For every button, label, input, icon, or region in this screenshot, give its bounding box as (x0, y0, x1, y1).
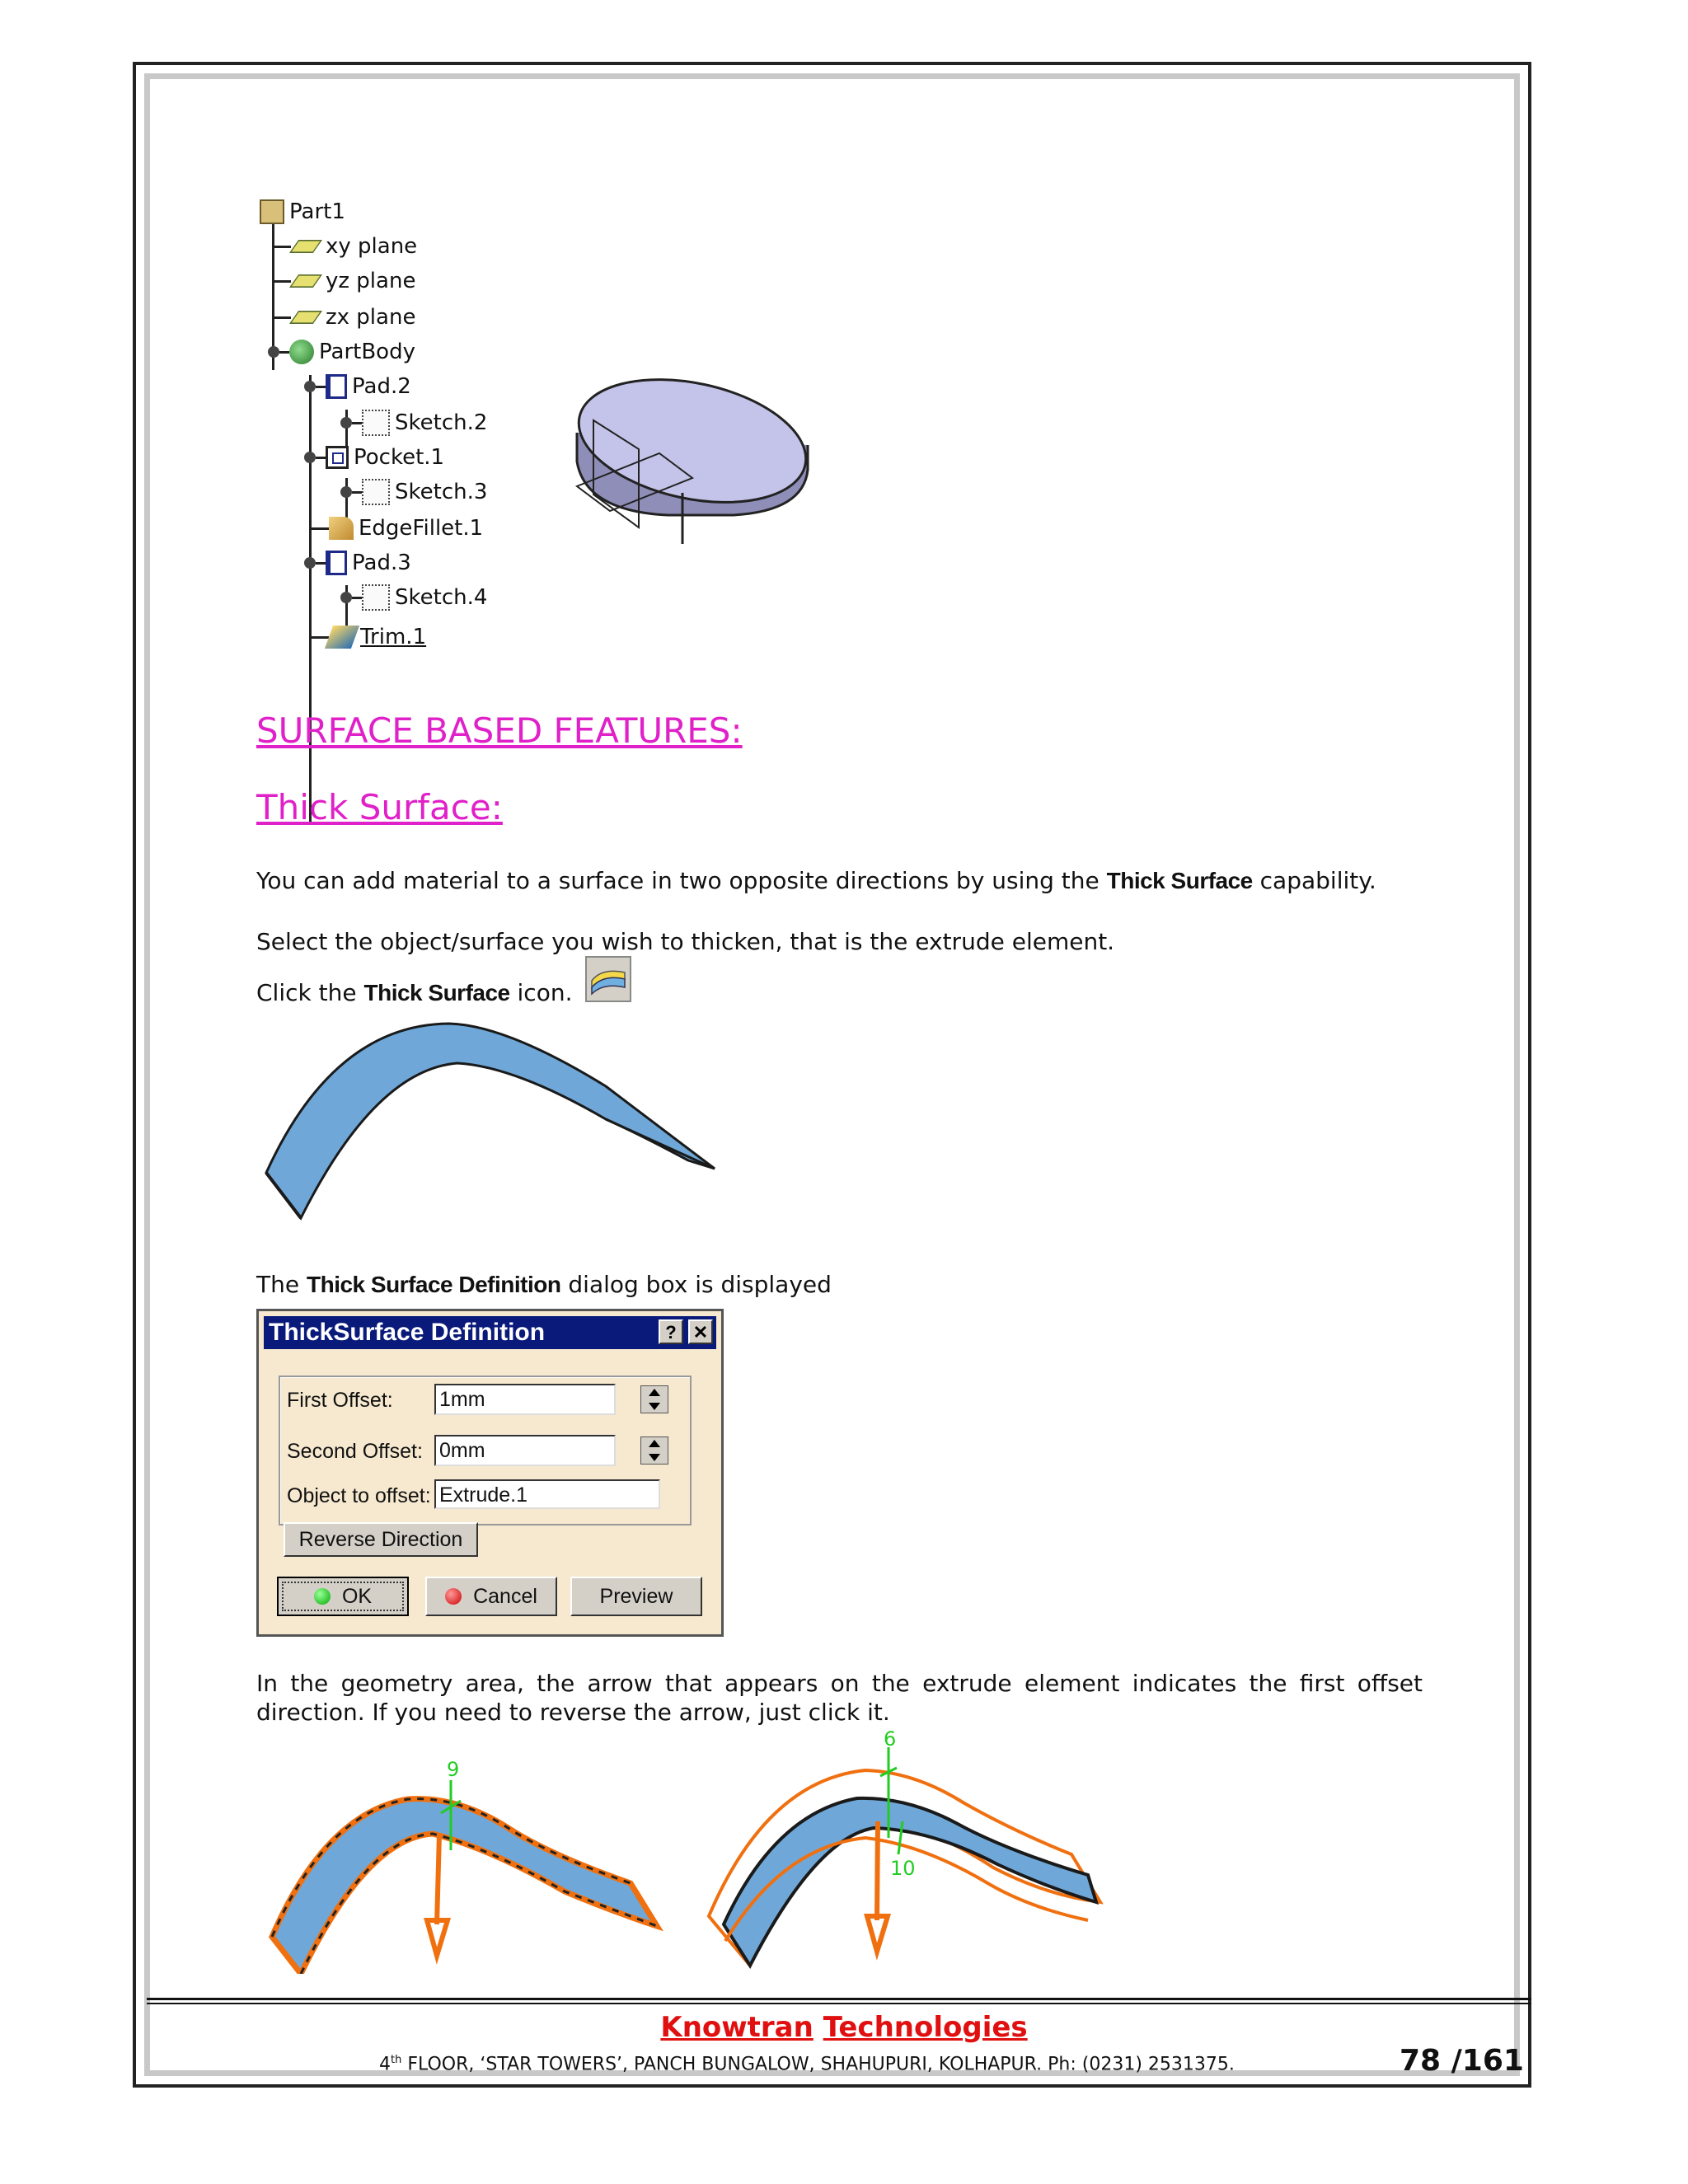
text-run: capability. (1252, 867, 1376, 894)
tree-item-trim1[interactable] (309, 621, 426, 654)
tree-line (309, 527, 329, 530)
tree-item-label: Pad.2 (352, 374, 411, 399)
thick-surface-definition-dialog (256, 1309, 724, 1637)
dialog-title-bar[interactable] (264, 1316, 716, 1349)
company-name-part: Technologies (823, 2011, 1028, 2044)
tree-line (316, 562, 326, 565)
tree-item-sketch3[interactable] (340, 476, 487, 509)
plane-icon (289, 240, 322, 253)
tree-item-label: Trim.1 (360, 625, 427, 649)
tree-line (352, 597, 362, 599)
expander-icon[interactable] (268, 346, 279, 358)
tree-item-pocket1[interactable] (304, 441, 444, 474)
text-run: dialog box is displayed (560, 1271, 832, 1298)
ok-icon (314, 1588, 331, 1605)
tree-line (273, 280, 291, 283)
tree-item-part1[interactable] (260, 195, 345, 228)
bold-text: Thick Surface (363, 980, 510, 1005)
extrude-surface-image (260, 1020, 721, 1226)
company-name-part: Knowtran (660, 2011, 814, 2044)
text-run: Click the (256, 979, 364, 1006)
tree-item-pad2[interactable] (304, 370, 411, 403)
object-to-offset-label: Object to offset: (287, 1484, 431, 1507)
thick-surface-icon[interactable] (585, 956, 631, 1002)
part-icon (260, 199, 284, 224)
ok-button[interactable] (277, 1577, 409, 1616)
pocket-icon (326, 446, 349, 469)
footer-divider (147, 1998, 1531, 2000)
text-run: You can add material to a surface in two opposite directions by using the (256, 867, 1107, 894)
tree-line (309, 636, 329, 639)
arrow-label-bottom: 10 (890, 1857, 916, 1880)
tree-item-pad3[interactable] (304, 546, 411, 579)
tree-line (316, 386, 326, 388)
preview-button[interactable]: Preview (570, 1577, 702, 1616)
offset-group (279, 1376, 692, 1526)
tree-line (316, 457, 326, 459)
address-floor: 4 (379, 2054, 391, 2075)
fillet-icon (329, 517, 354, 540)
plane-icon (289, 311, 322, 324)
footer-address (379, 2054, 1235, 2074)
tree-item-label: PartBody (319, 340, 415, 364)
dialog-title: ThickSurface Definition (269, 1319, 546, 1346)
arrow-label: 9 (447, 1758, 460, 1781)
tree-line (273, 316, 291, 319)
sketch-icon (362, 479, 390, 505)
text-run: icon. (509, 979, 573, 1006)
address-sup: th (391, 2054, 402, 2066)
surface-with-offset-arrow-image (268, 1751, 672, 1974)
object-to-offset-field[interactable]: Extrude.1 (434, 1479, 660, 1509)
first-offset-field[interactable]: 1mm (434, 1384, 616, 1415)
arrow-label-top: 6 (884, 1731, 897, 1750)
part-3d-preview (569, 371, 832, 569)
bold-text: Thick Surface Definition (306, 1272, 561, 1297)
tree-line (352, 491, 362, 494)
first-offset-label: First Offset: (287, 1389, 393, 1412)
address-rest: FLOOR, ‘STAR TOWERS’, PANCH BUNGALOW, SHAHUPURI, KOLHAPUR. Ph: (0231) 2531375. (401, 2054, 1235, 2075)
expander-icon[interactable] (304, 557, 316, 569)
reverse-direction-button[interactable]: Reverse Direction (284, 1522, 478, 1557)
tree-item-label: zx plane (326, 305, 416, 330)
surface-with-reversed-offset-image (701, 1731, 1104, 1978)
pad-icon (326, 374, 347, 399)
tree-item-label: EdgeFillet.1 (359, 516, 484, 541)
tree-line (352, 422, 362, 424)
tree-item-sketch2[interactable] (340, 406, 487, 439)
tree-line (273, 246, 291, 248)
tree-item-label: xy plane (326, 234, 418, 259)
first-offset-spinner[interactable] (640, 1385, 668, 1413)
close-button[interactable]: ✕ (688, 1319, 713, 1344)
section-heading: SURFACE BASED FEATURES: (256, 710, 743, 751)
tree-item-label: Sketch.3 (395, 480, 488, 504)
tree-item-partbody[interactable] (268, 335, 415, 368)
tree-item-zx-plane[interactable] (273, 301, 415, 334)
footer-divider (147, 2003, 1531, 2004)
tree-item-label: yz plane (326, 269, 416, 293)
expander-icon[interactable] (304, 381, 316, 392)
expander-icon[interactable] (340, 417, 352, 429)
ok-label: OK (341, 1584, 373, 1608)
expander-icon[interactable] (340, 486, 352, 498)
paragraph-arrow-direction: In the geometry area, the arrow that appears on the extrude element indicates the first offset direction. If you need to reverse the arrow, just click it. (256, 1670, 1423, 1726)
tree-item-label: Pocket.1 (354, 445, 445, 470)
footer-company-name (0, 2011, 1688, 2044)
page-number: 78 /161 (1400, 2044, 1524, 2078)
tree-item-xy-plane[interactable] (273, 230, 417, 263)
bold-text: Thick Surface (1106, 868, 1253, 893)
pad-icon (326, 551, 347, 575)
expander-icon[interactable] (340, 592, 352, 603)
subsection-heading: Thick Surface: (256, 787, 503, 827)
tree-item-yz-plane[interactable] (273, 265, 415, 298)
paragraph-dialog-intro (256, 1271, 832, 1298)
paragraph-intro (256, 867, 1376, 894)
tree-item-label: Sketch.4 (395, 585, 488, 610)
tree-item-label: Pad.3 (352, 551, 411, 575)
second-offset-spinner[interactable] (640, 1436, 668, 1465)
second-offset-label: Second Offset: (287, 1440, 423, 1463)
trim-icon (325, 626, 359, 649)
text-run: The (256, 1271, 307, 1298)
body-icon (289, 340, 314, 364)
cancel-icon (445, 1588, 462, 1605)
tree-item-label: Part1 (289, 199, 345, 224)
cancel-button[interactable] (425, 1577, 557, 1616)
second-offset-field[interactable]: 0mm (434, 1435, 616, 1466)
paragraph-select: Select the object/surface you wish to thicken, that is the extrude element. (256, 928, 1115, 955)
paragraph-click-icon (256, 979, 572, 1006)
tree-item-label: Sketch.2 (395, 410, 488, 435)
sketch-icon (362, 410, 390, 436)
tree-item-edgefillet1[interactable] (309, 512, 483, 545)
tree-line (279, 351, 289, 354)
cancel-label: Cancel (473, 1584, 537, 1608)
expander-icon[interactable] (304, 452, 316, 463)
help-button[interactable]: ? (659, 1319, 683, 1344)
tree-item-sketch4[interactable] (340, 581, 487, 614)
sketch-icon (362, 584, 390, 611)
plane-icon (289, 274, 322, 288)
